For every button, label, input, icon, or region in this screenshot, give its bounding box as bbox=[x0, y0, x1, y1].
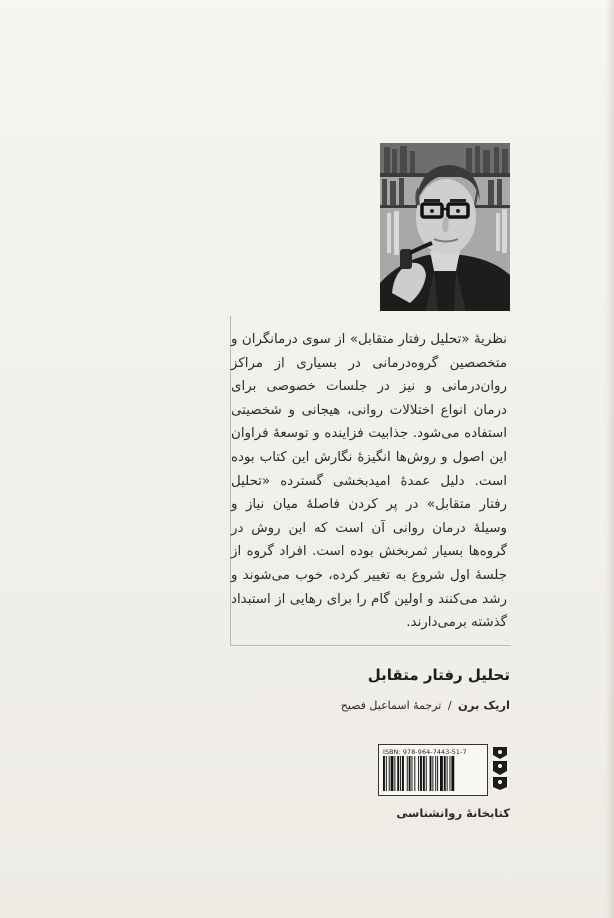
page-right-edge bbox=[606, 0, 614, 918]
author-name: اریک برن bbox=[458, 698, 510, 712]
description-divider bbox=[231, 645, 511, 646]
credit-separator: / bbox=[447, 699, 452, 712]
book-title: تحلیل رفتار متقابل bbox=[367, 666, 510, 684]
barcode-bars bbox=[383, 756, 483, 791]
author-photo bbox=[380, 143, 510, 311]
isbn-barcode bbox=[378, 744, 488, 796]
isbn-number: ISBN: 978-964-7443-51-7 bbox=[383, 748, 467, 756]
publisher-series: کتابخانهٔ روانشناسی bbox=[396, 806, 510, 820]
page-top-edge bbox=[0, 0, 614, 14]
description-block bbox=[230, 316, 511, 646]
translator-credit: ترجمهٔ اسماعیل فصیح bbox=[340, 699, 442, 712]
author-credit bbox=[341, 698, 510, 712]
book-description: نظریهٔ «تحلیل رفتار متقابل» از سوی درمانگران و متخصصین گروه‌درمانی در بسیاری از مراکز روان‌درمانی و نیز در جلسات خصوصی برای درمان انواع اختلالات روانی، هیجانی و شخصیتی استفاده می‌شود. جذابیت فزاینده و توسعهٔ فراوان این اصول و روش‌ها انگیزهٔ نگارش این کتاب بوده است. دلیل عمدهٔ امیدبخشی گسترده «تحلیل رفتار متقابل» در پر کردن فاصلهٔ میان نیاز و وسیلهٔ درمان روانی آن است که این روش در گروه‌ها بسیار ثمربخش بوده است. افراد گروه از جلسهٔ اول شروع به تغییر کرده، خوب می‌شوند و رشد می‌کنند و اولین گام را برای رهایی از استبداد گذشته برمی‌دارند. bbox=[231, 332, 507, 631]
publisher-logo-icon bbox=[491, 745, 509, 791]
